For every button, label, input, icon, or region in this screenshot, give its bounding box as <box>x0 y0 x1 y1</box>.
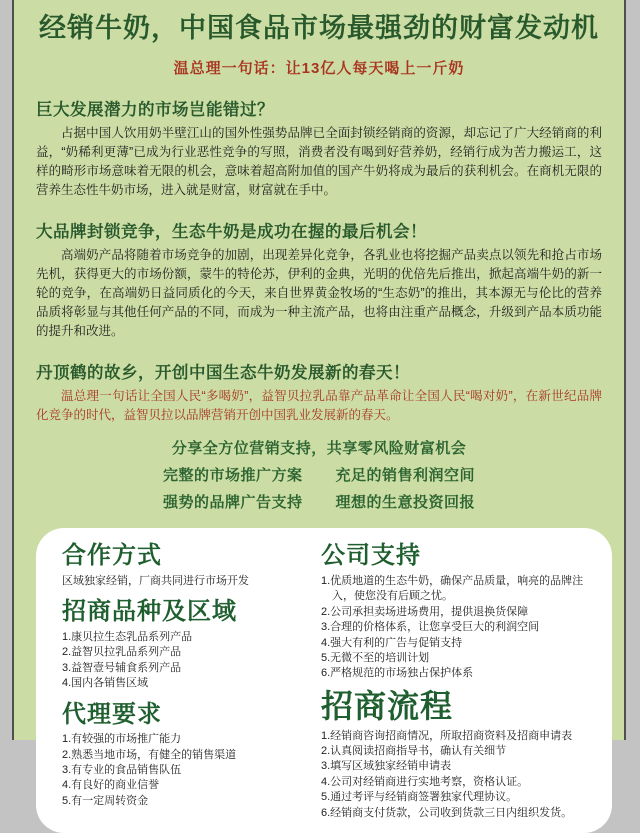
section-eco-milk-spring <box>36 359 602 425</box>
section-market-potential <box>36 96 602 200</box>
product-region-item: 2.益智贝拉乳品系列产品 <box>62 646 182 659</box>
promo-line-1: 分享全方位营销支持，共享零风险财富机会 <box>171 440 467 458</box>
company-support-item: 4.强大有利的广告与促销支持 <box>321 636 463 649</box>
agent-requirement-item: 1.有较强的市场推广能力 <box>62 733 182 746</box>
company-support-item: 5.无微不至的培训计划 <box>321 652 430 665</box>
recruitment-process-heading: 招商流程 <box>321 687 454 724</box>
promo-line-2 <box>36 462 602 489</box>
agent-requirement-item: 3.有专业的食品销售队伍 <box>62 764 182 777</box>
promo-line-2-right: 充足的销售利润空间 <box>335 467 476 485</box>
info-box-left-column <box>62 542 307 821</box>
recruitment-process-step: 1.经销商咨询招商情况，所取招商资料及招商申请表 <box>321 729 573 742</box>
agent-requirement-item: 2.熟悉当地市场，有健全的销售渠道 <box>62 748 237 761</box>
recruitment-process-step: 4.公司对经销商进行实地考察，资格认证。 <box>321 775 529 788</box>
recruitment-process-step: 6.经销商支付货款，公司收到货款三日内组织发货。 <box>321 806 573 819</box>
section-heading: 大品牌封锁竞争，生态牛奶是成功在握的最后机会！ <box>36 223 427 242</box>
recruitment-process-step: 5.通过考评与经销商签署独家代理协议。 <box>321 791 518 804</box>
section-body-red: 温总理一句话让全国人民“多喝奶”，益智贝拉乳品靠产品革命让全国人民“喝对奶”，在新世纪品牌化竞争的时代，益智贝拉以品牌营销开创中国乳业发展新的春天。 <box>36 389 602 423</box>
cooperation-mode-note: 区域独家经销，厂商共同进行市场开发 <box>62 574 249 587</box>
promo-line-3-right: 理想的生意投资回报 <box>335 494 476 512</box>
company-support-item: 2.公司承担卖场进场费用，提供退换货保障 <box>321 605 529 618</box>
promo-line-2-left: 完整的市场推广方案 <box>162 467 303 485</box>
section-body: 占据中国人饮用奶半壁江山的国外性强势品牌已全面封锁经销商的资源，却忘记了广大经销商的利益，“奶稀利更薄”已成为行业恶性竞争的写照，消费者没有喝到好营养奶，经销行成为苦力搬运工，这样的畸形市场意味着无限的机会，意味着超高附加值的国产牛奶将成为最后的获利机会。在商机无限的营养生态性牛奶市场，进入就是财富，财富就在手中。 <box>36 126 602 198</box>
company-support-item: 1.优质地道的生态牛奶，确保产品质量，响亮的品牌注入，使您没有后顾之忧。 <box>321 574 584 603</box>
promo-line-3-left: 强势的品牌广告支持 <box>162 494 303 512</box>
company-support-item: 6.严格规范的市场独占保护体系 <box>321 667 474 680</box>
page-subtitle: 温总理一句话：让13亿人每天喝上一斤奶 <box>173 60 465 78</box>
recruitment-info-box <box>36 528 612 833</box>
section-body: 高端奶产品将随着市场竞争的加剧，出现差异化竞争，各乳业也将挖掘产品卖点以领先和抢占市场先机，获得更大的市场份额，蒙牛的特伦苏，伊利的金典，光明的优倍先后推出，掀起高端牛奶的新一轮的竞争，在高端奶日益同质化的今天，来自世界黄金牧场的“生态奶”的推出，其本源无与伦比的营养品质将彰显与其他任何产品的不同，而成为一种主流产品，也将由注重产品概念，升级到产品本质功能的提升和改进。 <box>36 248 602 339</box>
section-heading: 丹顶鹤的故乡，开创中国生态牛奶发展新的春天！ <box>36 364 410 383</box>
page-title: 经销牛奶，中国食品市场最强劲的财富发动机 <box>39 13 599 43</box>
section-brand-competition <box>36 218 602 341</box>
product-region-heading: 招商品种及区域 <box>62 598 237 626</box>
cooperation-mode-heading: 合作方式 <box>62 542 162 570</box>
ad-page <box>12 0 626 819</box>
agent-requirement-item: 5.有一定周转资金 <box>62 794 149 807</box>
company-support-heading: 公司支持 <box>321 542 421 570</box>
product-region-item: 3.益智壹号辅食系列产品 <box>62 661 182 674</box>
promo-line-3 <box>36 489 602 516</box>
promo-slogans <box>36 435 602 516</box>
section-heading: 巨大发展潜力的市场岂能错过？ <box>36 101 274 120</box>
product-region-item: 4.国内各销售区域 <box>62 677 149 690</box>
product-region-item: 1.康贝拉生态乳品系列产品 <box>62 630 193 643</box>
company-support-item: 3.合理的价格体系，让您享受巨大的利润空间 <box>321 621 540 634</box>
recruitment-process-step: 2.认真阅读招商指导书，确认有关细节 <box>321 745 507 758</box>
agent-requirement-item: 4.有良好的商业信誉 <box>62 779 160 792</box>
info-box-right-column <box>307 542 586 821</box>
recruitment-process-step: 3.填写区域独家经销申请表 <box>321 760 452 773</box>
agent-requirements-heading: 代理要求 <box>62 700 162 728</box>
